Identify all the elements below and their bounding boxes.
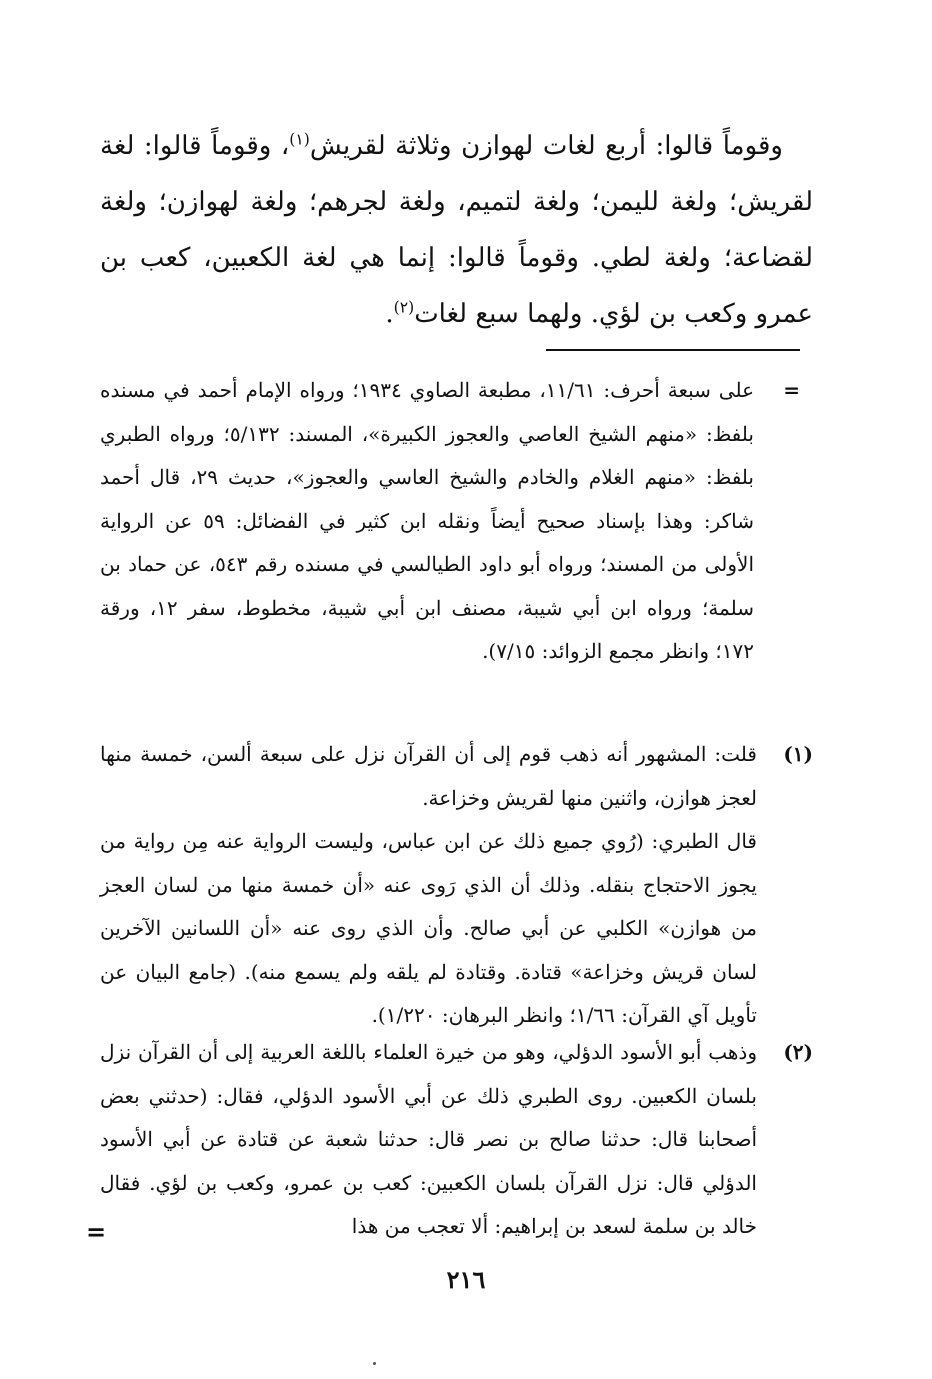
main-text-end: . xyxy=(385,299,394,329)
footnote-ref-1: (١) xyxy=(289,130,310,149)
scan-speck xyxy=(373,1362,376,1365)
footnote-ref-2: (٢) xyxy=(393,298,415,317)
footnote-continuation xyxy=(100,369,800,674)
page-number: ٢١٦ xyxy=(446,1265,486,1294)
footnote-paragraph: قلت: المشهور أنه ذهب قوم إلى أن القرآن نزل على سبعة ألسن، خمسة منها لعجز هوازن، واثنين منها لقريش وخزاعة. xyxy=(100,742,757,810)
footnote-1 xyxy=(100,733,813,1038)
main-text-part1: وقوماً قالوا: أربع لغات لهوازن وثلاثة لقريش xyxy=(309,131,783,161)
footnote-paragraph: قال الطبري: (رُوي جميع ذلك عن ابن عباس، وليست الرواية عنه مِن رواية من يجوز الاحتجاج بنقله. وذلك أن الذي رَوى عنه «أن خمسة منها من لسان العجز من هوازن» الكلبي عن أبي صالح. وأن الذي روى عنه «أن اللسانين الآخرين لسان قريش وخزاعة» قتادة. وقتادة لم يلقه ولم يسمع منه). (جامع البيان عن تأويل آي القرآن: ١/٦٦؛ وانظر البرهان: ١/٢٢٠). xyxy=(100,829,757,1027)
main-paragraph xyxy=(100,118,813,342)
footnote-paragraph: وذهب أبو الأسود الدؤلي، وهو من خيرة العلماء باللغة العربية إلى أن القرآن نزل بلسان الكعبين. روى الطبري ذلك عن أبي الأسود الدؤلي، فقال: (حدثني بعض أصحابنا قال: حدثنا صالح بن نصر قال: حدثنا شعبة عن قتادة عن أبي الأسود الدؤلي قال: نزل القرآن بلسان الكعبين: كعب بن عمرو، وكعب بن لؤي. فقال خالد بن سلمة لسعد بن إبراهيم: ألا تعجب من هذا xyxy=(100,1040,758,1238)
footnote-number: (١) xyxy=(783,742,813,766)
continuation-mark: = xyxy=(86,1217,107,1246)
footnote-continuation-text: على سبعة أحرف: ١١/٦١، مطبعة الصاوي ١٩٣٤؛ ورواه الإمام أحمد في مسنده بلفظ: «منهم الشيخ العاصي والعجوز الكبيرة»، المسند: ٥/١٣٢؛ ورواه الطبري بلفظ: «منهم الغلام والخادم والشيخ العاسي والعجوز»، حديث ٢٩، قال أحمد شاكر: وهذا بإسناد صحيح أيضاً ونقله ابن كثير في الفضائل: ٥٩ عن الرواية الأولى من المسند؛ ورواه أبو داود الطيالسي في مسنده رقم ٥٤٣، عن حماد بن سلمة؛ ورواه ابن أبي شيبة، مصنف ابن أبي شيبة، مخطوط، سفر ١٢، ورقة ١٧٢؛ وانظر مجمع الزوائد: ٧/١٥). xyxy=(100,378,755,663)
footnote-number: (٢) xyxy=(783,1040,813,1064)
continuation-marker: = xyxy=(783,378,800,402)
footnote-separator xyxy=(546,349,800,351)
footnote-2 xyxy=(100,1031,813,1249)
main-text xyxy=(100,118,813,342)
main-text-part2: ، وقوماً قالوا: لغة لقريش؛ ولغة لليمن؛ ولغة لتميم، ولغة لجرهم؛ ولغة لهوازن؛ ولغة لقضاعة؛ ولغة لطي. وقوماً قالوا: إنما هي لغة الكعبين، كعب بن عمرو وكعب بن لؤي. ولهما سبع لغات xyxy=(100,131,813,329)
